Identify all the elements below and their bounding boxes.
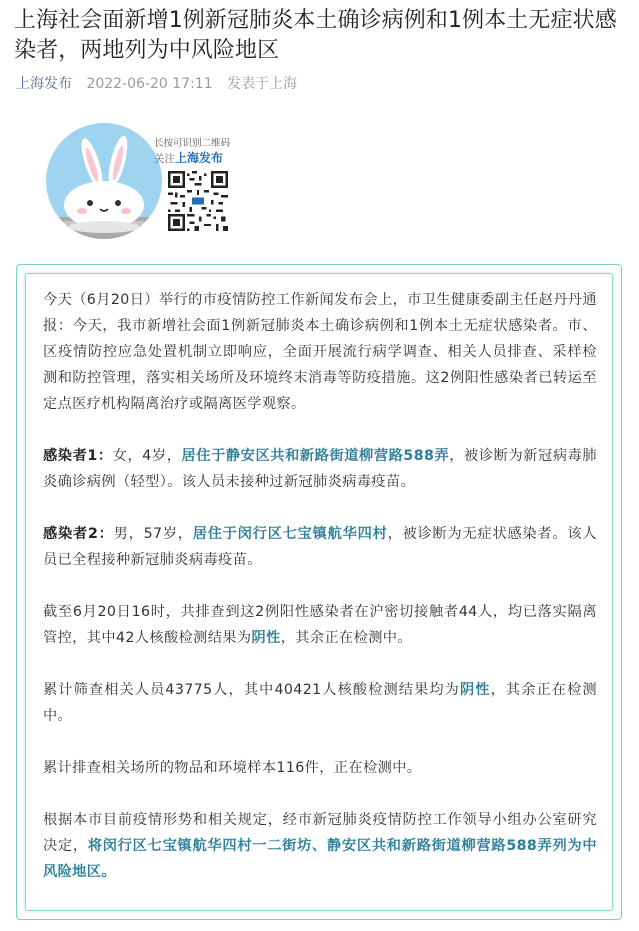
case-1-address: 居住于静安区共和新路街道柳营路588弄	[181, 448, 450, 464]
screening-negative: 阴性	[460, 682, 491, 698]
paragraph-case-2	[43, 521, 597, 573]
follow-prefix: 关注	[154, 153, 175, 165]
follow-account: 上海发布	[175, 151, 224, 165]
rabbit-mascot-icon	[44, 121, 164, 241]
case-2-text-a: 男，57岁，	[113, 526, 193, 542]
qr-banner	[44, 121, 256, 241]
paragraph-screening	[43, 677, 597, 729]
publish-time: 2022-06-20 17:11	[86, 76, 213, 92]
case-2-label: 感染者2：	[43, 526, 114, 542]
risk-text-a: 根据本市目前疫情形势和相关规定，经市新冠肺炎疫情防控工作领导小组办公室研究决定，	[43, 812, 597, 854]
screening-text-b: ，其余正在检测中。	[43, 682, 597, 724]
screening-text-a: 累计筛查相关人员43775人，其中40421人核酸检测结果均为	[43, 682, 460, 698]
account-link[interactable]: 上海发布	[16, 76, 72, 92]
case-1-text-a: 女，4岁，	[112, 448, 182, 464]
case-1-text-b: ，被诊断为新冠病毒肺炎确诊病例（轻型）。该人员未接种过新冠肺炎病毒疫苗。	[43, 448, 598, 490]
qr-code-icon[interactable]	[168, 171, 228, 231]
paragraph-risk-areas	[43, 807, 597, 885]
article-title: 上海社会面新增1例新冠肺炎本土确诊病例和1例本土无症状感染者，两地列为中风险地区	[14, 8, 617, 63]
paragraph-case-1	[43, 443, 597, 495]
article-meta	[16, 73, 297, 93]
content-frame	[16, 264, 622, 920]
case-1-label: 感染者1：	[43, 448, 113, 464]
qr-follow	[154, 149, 223, 166]
paragraph-announcement: 今天（6月20日）举行的市疫情防控工作新闻发布会上，市卫生健康委副主任赵丹丹通报：今天，我市新增社会面1例新冠肺炎本土确诊病例和1例本土无症状感染者。市、区疫情防控应急处置机制立即响应，全面开展流行病学调查、相关人员排查、采样检测和防控管理，落实相关场所及环境终末消毒等防疫措施。这2例阳性感染者已转运至定点医疗机构隔离治疗或隔离医学观察。	[43, 292, 597, 412]
paragraph-samples: 累计排查相关场所的物品和环境样本116件，正在检测中。	[43, 760, 422, 776]
contacts-text-b: ，其余正在检测中。	[280, 630, 412, 646]
case-2-text-b: ，被诊断为无症状感染者。该人员已全程接种新冠肺炎病毒疫苗。	[43, 526, 597, 568]
contacts-text-a: 截至6月20日16时，共排查到这2例阳性感染者在沪密切接触者44人，均已落实隔离管控，其中42人核酸检测结果为	[43, 604, 597, 646]
publish-location: 发表于上海	[227, 76, 298, 92]
qr-hint: 长按可识别二维码	[154, 138, 231, 149]
risk-areas-highlight: 将闵行区七宝镇航华四村一二街坊、静安区共和新路街道柳营路588弄列为中风险地区。	[43, 838, 597, 880]
case-2-address: 居住于闵行区七宝镇航华四村	[192, 526, 388, 542]
article-body	[43, 287, 597, 911]
paragraph-close-contacts	[43, 599, 597, 651]
contacts-negative: 阴性	[251, 630, 281, 646]
